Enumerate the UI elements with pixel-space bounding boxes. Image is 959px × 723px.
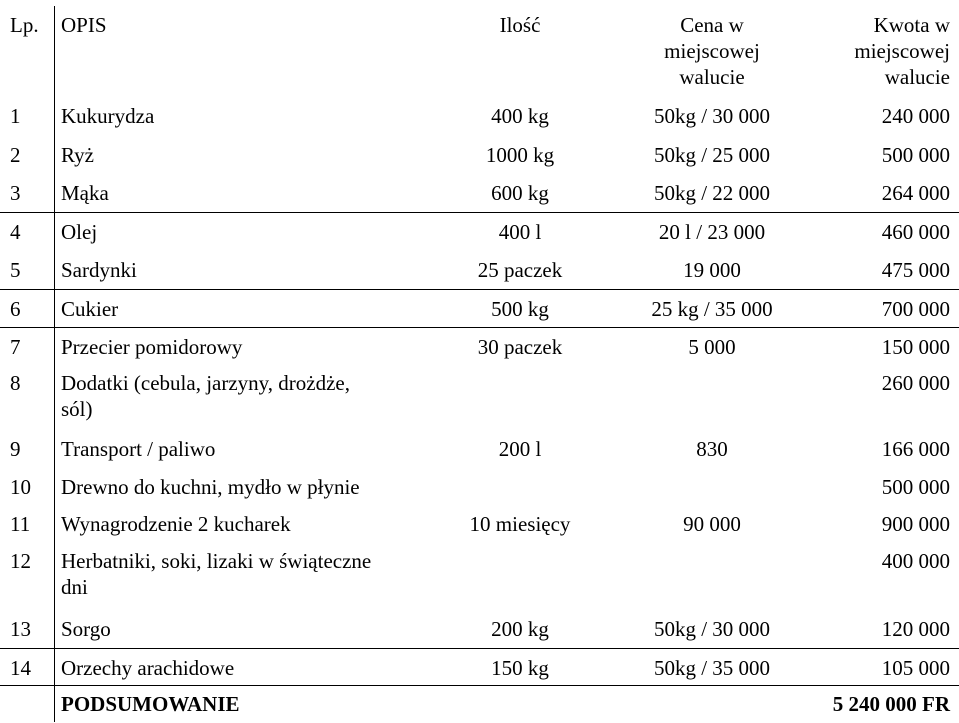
- row-amount: 105 000: [881, 656, 950, 680]
- row-quantity: 10 miesięcy: [469, 512, 571, 536]
- row-amount: 240 000: [881, 104, 950, 128]
- table-row: [0, 648, 959, 680]
- row-amount: 400 000: [881, 549, 950, 573]
- column-divider: [54, 6, 55, 722]
- row-description: [61, 142, 94, 168]
- row-description: [61, 334, 242, 360]
- row-description: [61, 655, 234, 681]
- row-quantity: 200 l: [498, 437, 542, 461]
- row-description-line: sól): [61, 397, 93, 421]
- row-number: 12: [10, 549, 31, 573]
- row-description-line: Transport / paliwo: [61, 437, 216, 461]
- row-amount: 500 000: [881, 143, 950, 167]
- row-description-line: Cukier: [61, 297, 119, 321]
- row-description-line: Przecier pomidorowy: [61, 335, 243, 359]
- row-unit-price: 50kg / 22 000: [653, 181, 771, 205]
- header-cena-line: Cena w: [680, 13, 744, 37]
- row-amount: 475 000: [881, 258, 950, 282]
- header-kwota-line: walucie: [884, 65, 950, 89]
- row-quantity: 30 paczek: [477, 335, 563, 359]
- row-amount: 460 000: [881, 220, 950, 244]
- row-description-line: Kukurydza: [61, 104, 155, 128]
- header-cena-line: walucie: [679, 65, 745, 89]
- header-kwota-line: miejscowej: [854, 39, 950, 63]
- row-amount: 260 000: [881, 371, 950, 395]
- row-description-line: Mąka: [61, 181, 109, 205]
- table-row: [0, 212, 959, 244]
- row-number: 11: [10, 512, 31, 536]
- row-quantity: 400 kg: [491, 104, 549, 128]
- row-number: 3: [10, 181, 21, 205]
- summary-total: 5 240 000 FR: [832, 692, 950, 716]
- row-quantity: 150 kg: [491, 656, 549, 680]
- table-row: [0, 289, 959, 321]
- row-number: 10: [10, 475, 31, 499]
- row-number: 7: [10, 335, 21, 359]
- header-kwota: [854, 12, 950, 90]
- row-amount: 166 000: [881, 437, 950, 461]
- row-description-line: Sardynki: [61, 258, 137, 282]
- row-number: 5: [10, 258, 21, 282]
- row-description-line: Dodatki (cebula, jarzyny, drożdże,: [61, 371, 351, 395]
- row-description: [61, 474, 360, 500]
- header-lp: Lp.: [10, 13, 39, 37]
- row-description-line: Herbatniki, soki, lizaki w świąteczne: [61, 549, 372, 573]
- row-amount: 700 000: [881, 297, 950, 321]
- row-unit-price: 19 000: [683, 258, 741, 282]
- row-description-line: Ryż: [61, 143, 94, 167]
- row-description: [61, 370, 350, 422]
- header-opis: OPIS: [61, 13, 107, 37]
- row-description: [61, 511, 291, 537]
- row-description: [61, 548, 371, 600]
- row-description-line: Olej: [61, 220, 98, 244]
- row-amount: 900 000: [881, 512, 950, 536]
- row-description-line: dni: [61, 575, 88, 599]
- header-cena: [612, 12, 812, 90]
- header-ilosc: Ilość: [499, 13, 541, 37]
- row-amount: 120 000: [881, 617, 950, 641]
- row-quantity: 500 kg: [491, 297, 549, 321]
- header-kwota-line: Kwota w: [873, 13, 950, 37]
- row-number: 2: [10, 143, 21, 167]
- row-number: 4: [10, 220, 21, 244]
- row-quantity: 400 l: [498, 220, 542, 244]
- row-number: 13: [10, 617, 31, 641]
- row-description: [61, 103, 154, 129]
- row-number: 9: [10, 437, 21, 461]
- summary-row: [0, 685, 959, 723]
- header-cena-line: miejscowej: [664, 39, 760, 63]
- row-number: 14: [10, 656, 31, 680]
- row-number: 6: [10, 297, 21, 321]
- row-quantity: 25 paczek: [477, 258, 563, 282]
- row-number: 8: [10, 371, 21, 395]
- row-amount: 264 000: [881, 181, 950, 205]
- row-description: [61, 616, 111, 642]
- row-description-line: Wynagrodzenie 2 kucharek: [61, 512, 291, 536]
- row-description: [61, 296, 118, 322]
- row-unit-price: 50kg / 25 000: [653, 143, 771, 167]
- row-unit-price: 830: [696, 437, 728, 461]
- row-description: [61, 436, 215, 462]
- row-unit-price: 25 kg / 35 000: [651, 297, 773, 321]
- row-unit-price: 50kg / 30 000: [653, 617, 771, 641]
- row-unit-price: 90 000: [683, 512, 741, 536]
- table-row: [0, 327, 959, 359]
- row-unit-price: 20 l / 23 000: [658, 220, 766, 244]
- row-description: [61, 219, 97, 245]
- row-description-line: Sorgo: [61, 617, 111, 641]
- row-description-line: Orzechy arachidowe: [61, 656, 235, 680]
- row-unit-price: 50kg / 35 000: [653, 656, 771, 680]
- summary-label: PODSUMOWANIE: [61, 692, 240, 716]
- row-amount: 500 000: [881, 475, 950, 499]
- row-unit-price: 50kg / 30 000: [653, 104, 771, 128]
- row-quantity: 600 kg: [491, 181, 549, 205]
- row-amount: 150 000: [881, 335, 950, 359]
- row-description-line: Drewno do kuchni, mydło w płynie: [61, 475, 360, 499]
- row-unit-price: 5 000: [688, 335, 736, 359]
- row-quantity: 200 kg: [491, 617, 549, 641]
- row-description: [61, 257, 137, 283]
- row-number: 1: [10, 104, 21, 128]
- row-description: [61, 180, 109, 206]
- row-quantity: 1000 kg: [485, 143, 555, 167]
